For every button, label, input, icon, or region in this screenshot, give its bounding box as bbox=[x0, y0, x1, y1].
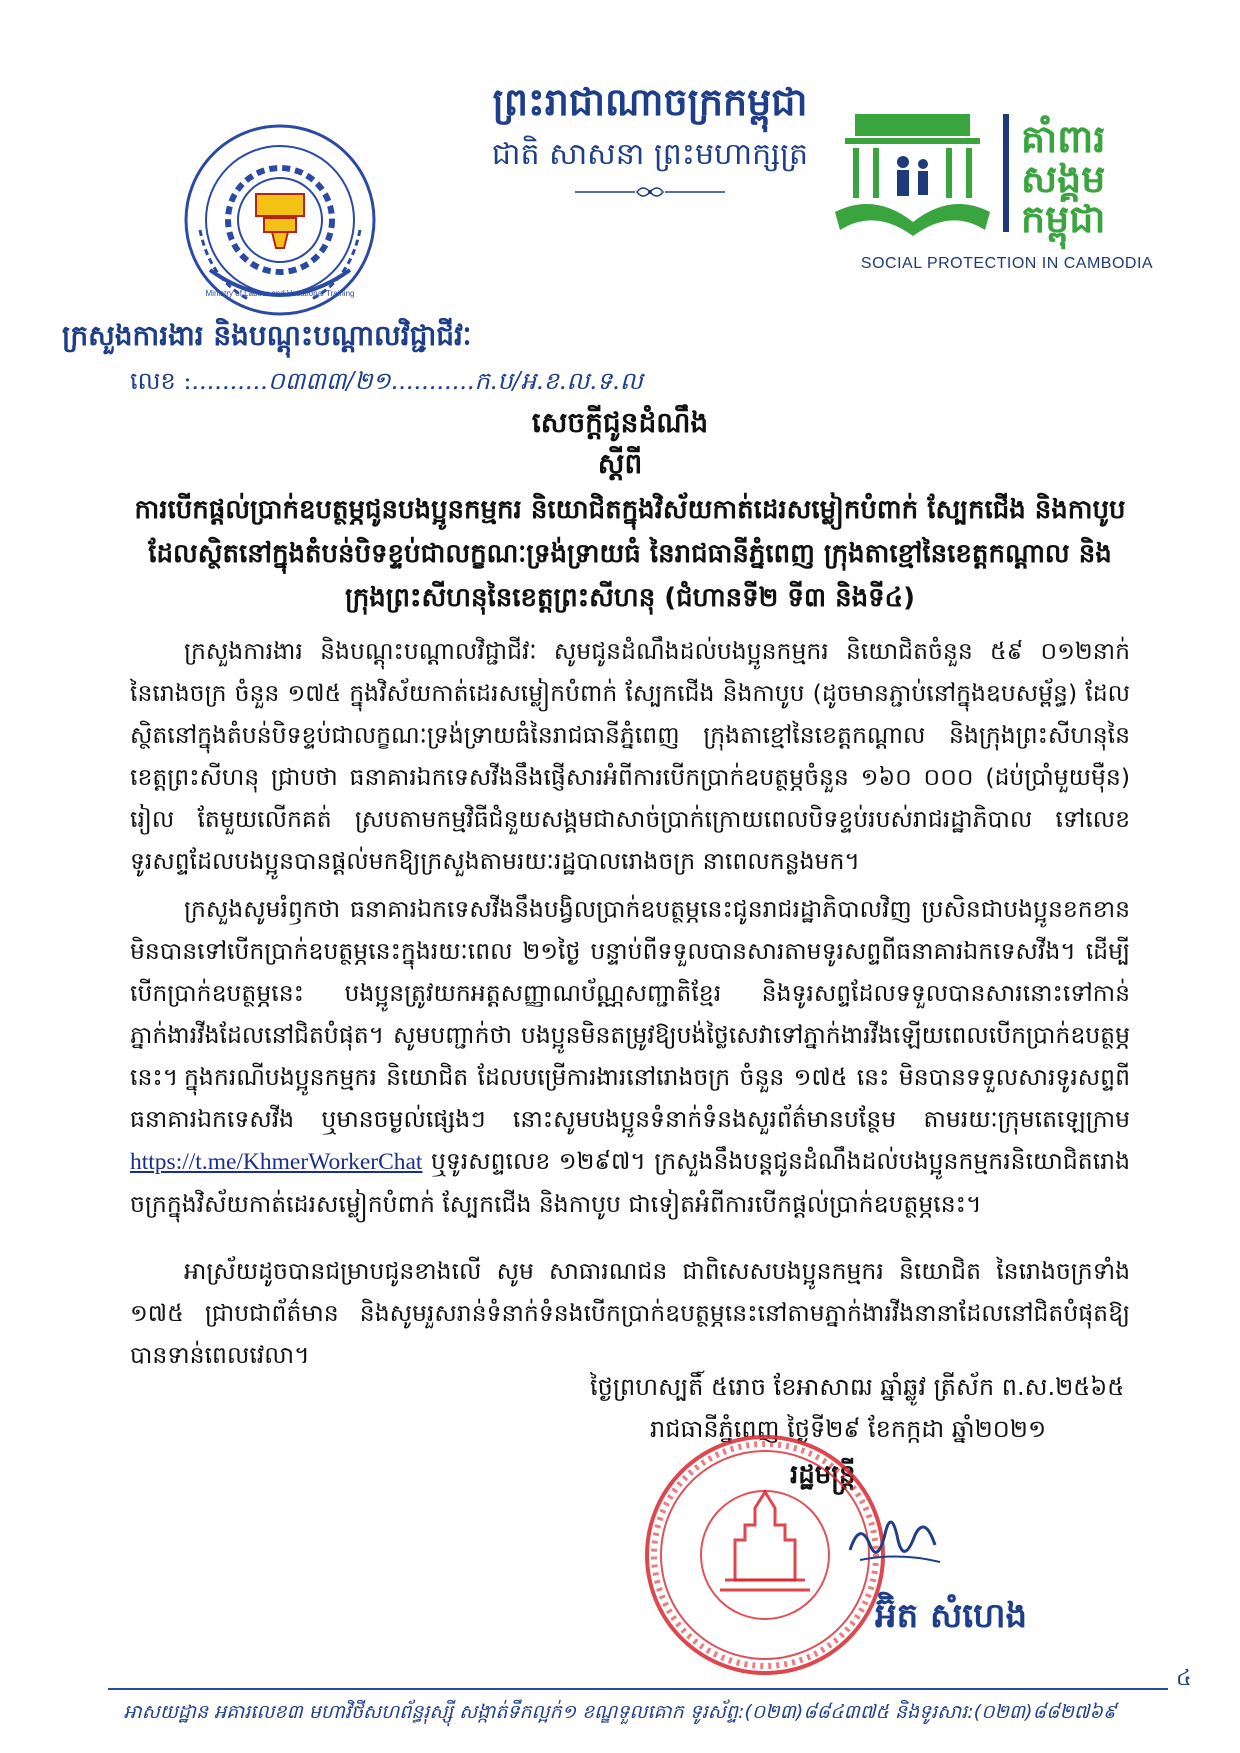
body-paragraph-3 bbox=[130, 1056, 1130, 1225]
ministry-seal-logo bbox=[180, 120, 380, 320]
national-motto: ជាតិ សាសនា ព្រះមហាក្សត្រ bbox=[491, 137, 809, 172]
ornament-divider-icon bbox=[575, 182, 725, 202]
sp-logo-khmer-line1: គាំពារ bbox=[1021, 117, 1106, 161]
kingdom-heading: ព្រះរាជាណាចក្រកម្ពុជា bbox=[492, 79, 808, 124]
regarding-heading: ស្តីពី bbox=[597, 447, 643, 480]
sp-logo-khmer-line3: កម្ពុជា bbox=[1021, 197, 1106, 241]
minister-title: រដ្ឋមន្ត្រី bbox=[790, 1460, 856, 1490]
sp-logo-english: SOCIAL PROTECTION IN CAMBODIA bbox=[860, 255, 1154, 272]
social-protection-logo bbox=[835, 112, 1180, 302]
signature-icon bbox=[840, 1500, 950, 1580]
body-paragraph-1: ក្រសួងការងារ និងបណ្តុះបណ្តាលវិជ្ជាជីវៈ សូមជូនដំណឹងដល់បងប្អូនកម្មករ និយោជិតចំនួន ៥៩ ០១២នាក់ នៃរោងចក្រ ចំនួន ១៧៥ ក្នុងវិស័យកាត់ដេរសម្លៀកបំពាក់ ស្បែកជើង និងកាបូប (ដូចមានភ្ជាប់នៅក្នុងឧបសម្ព័ន្ធ) ដែលស្ថិតនៅក្នុងតំបន់បិទខ្ទប់ជាលក្ខណៈទ្រង់ទ្រាយធំនៃរាជធានីភ្នំពេញ ក្រុងតាខ្មៅនៃខេត្តកណ្តាល និងក្រុងព្រះសីហនុនៃខេត្តព្រះសីហនុ ជ្រាបថា ធនាគារឯកទេសវីងនឹងផ្ញើសារអំពីការបើកប្រាក់ឧបត្ថម្ភចំនួន ១៦០ ០០០ (ដប់ប្រាំមួយម៉ឺន) រៀល តែមួយលើកគត់ ស្របតាមកម្មវិធីជំនួយសង្គមជាសាច់ប្រាក់ក្រោយពេលបិទខ្ទប់របស់រាជរដ្ឋាភិបាល ទៅលេខទូរសព្ទដែលបងប្អូនបានផ្តល់មកឱ្យក្រសួងតាមរយៈរដ្ឋបាលរោងចក្រ នាពេលកន្លងមក។ bbox=[130, 637, 1130, 875]
sp-logo-khmer-line2: សង្គម bbox=[1021, 157, 1106, 201]
reference-number: ..........០៣៣៣/២១...........ក.ប/អ.ខ.ល.ទ.ល bbox=[191, 367, 643, 395]
ministry-seal-text: Ministry of Labour and Vocational Training bbox=[205, 289, 355, 298]
subject-heading: ការបើកផ្តល់ប្រាក់ឧបត្ថម្ភជូនបងប្អូនកម្មករ និយោជិតក្នុងវិស័យកាត់ដេរសម្លៀកបំពាក់ ស្បែកជើង និងកាបូប ដែលស្ថិតនៅក្នុងតំបន់បិទខ្ទប់ជាលក្ខណៈទ្រង់ទ្រាយធំ នៃរាជធានីភ្នំពេញ ក្រុងតាខ្មៅនៃខេត្តកណ្តាល និងក្រុងព្រះសីហនុនៃខេត្តព្រះសីហនុ (ជំហានទី២ ទី៣ និងទី៤) bbox=[134, 495, 1126, 613]
para3-text-before: ក្នុងករណីបងប្អូនកម្មករ និយោជិត ដែលបម្រើការងារនៅរោងចក្រ ចំនួន ១៧៥ នេះ មិនបានទទួលសារទូរសព្ទពីធនាគារឯកទេសវីង ឬមានចម្ងល់ផ្សេងៗ នោះសូមបងប្អូនទំនាក់ទំនងសួរព័ត៌មានបន្ថែម តាមរយៈក្រុមតេឡេក្រាម bbox=[130, 1063, 1130, 1133]
body-paragraph-2: ក្រសួងសូមរំឭកថា ធនាគារឯកទេសវីងនឹងបង្វិលប្រាក់ឧបត្ថម្ភនេះជូនរាជរដ្ឋាភិបាលវិញ ប្រសិនជាបងប្អូនខកខានមិនបានទៅបើកប្រាក់ឧបត្ថម្ភនេះក្នុងរយៈពេល ២១ថ្ងៃ បន្ទាប់ពីទទួលបានសារតាមទូរសព្ទពីធនាគារឯកទេសវីង។ ដើម្បីបើកប្រាក់ឧបត្ថម្ភនេះ បងប្អូនត្រូវយកអត្តសញ្ញាណប័ណ្ណសញ្ជាតិខ្មែរ និងទូរសព្ទដែលទទួលបានសារនោះទៅកាន់ភ្នាក់ងារវីងដែលនៅជិតបំផុត។ សូមបញ្ជាក់ថា បងប្អូនមិនតម្រូវឱ្យបង់ថ្លៃសេវាទៅភ្នាក់ងារវីងឡើយពេលបើកប្រាក់ឧបត្ថម្ភនេះ។ bbox=[130, 895, 1130, 1091]
solar-date: រាជធានីភ្នំពេញ ថ្ងៃទី២៩ ខែកក្កដា ឆ្នាំ២០២១ bbox=[650, 1415, 1047, 1443]
ministry-name: ក្រសួងការងារ និងបណ្តុះបណ្តាលវិជ្ជាជីវៈ bbox=[62, 319, 472, 352]
para3-text-after: ឬទូរសព្ទលេខ ១២៩៧។ ក្រសួងនឹងបន្តជូនដំណឹងដល់បងប្អូនកម្មករនិយោជិតរោងចក្រក្នុងវិស័យកាត់ដេរសម្លៀកបំពាក់ ស្បែកជើង និងកាបូប ជាទៀតអំពីការបើកផ្តល់ប្រាក់ឧបត្ថម្ភនេះ។ bbox=[130, 1147, 1130, 1218]
minister-name: អ៊ិត សំហេង bbox=[875, 1596, 1028, 1636]
reference-line bbox=[130, 366, 643, 401]
body-paragraph-4: អាស្រ័យដូចបានជម្រាបជូនខាងលើ សូម សាធារណជន ជាពិសេសបងប្អូនកម្មករ និយោជិត នៃរោងចក្រទាំង ១៧៥ ជ្រាបជាព័ត៌មាន និងសូមរួសរាន់ទំនាក់ទំនងបើកប្រាក់ឧបត្ថម្ភនេះនៅតាមភ្នាក់ងារវីងនានាដែលនៅជិតបំផុតឱ្យបានទាន់ពេលវេលា។ bbox=[130, 1257, 1130, 1369]
footer-address: អាសយដ្ឋាន អគារលេខ៣ មហាវិថីសហព័ន្ធរុស្ស៊ី សង្កាត់ទឹកល្អក់១ ខណ្ឌទួលគោក ទូរស័ព្ទ:(០២៣)៨៨៤៣៧៥ និងទូរសារ:(០២៣)៨៨២៧៦៩ bbox=[123, 1701, 1117, 1723]
reference-label: លេខ : bbox=[130, 367, 192, 395]
telegram-link[interactable]: https://t.me/KhmerWorkerChat bbox=[130, 1149, 423, 1175]
document-type-heading: សេចក្តីជូនដំណឹង bbox=[531, 406, 709, 439]
footer-divider bbox=[108, 1688, 1168, 1690]
lunar-date: ថ្ងៃព្រហស្បតិ៍ ៥រោច ខែអាសាឍ ឆ្នាំឆ្លូវ ត្រីស័ក ព.ស.២៥៦៥ bbox=[590, 1373, 1125, 1401]
page-number: ៤ bbox=[1176, 1666, 1192, 1691]
